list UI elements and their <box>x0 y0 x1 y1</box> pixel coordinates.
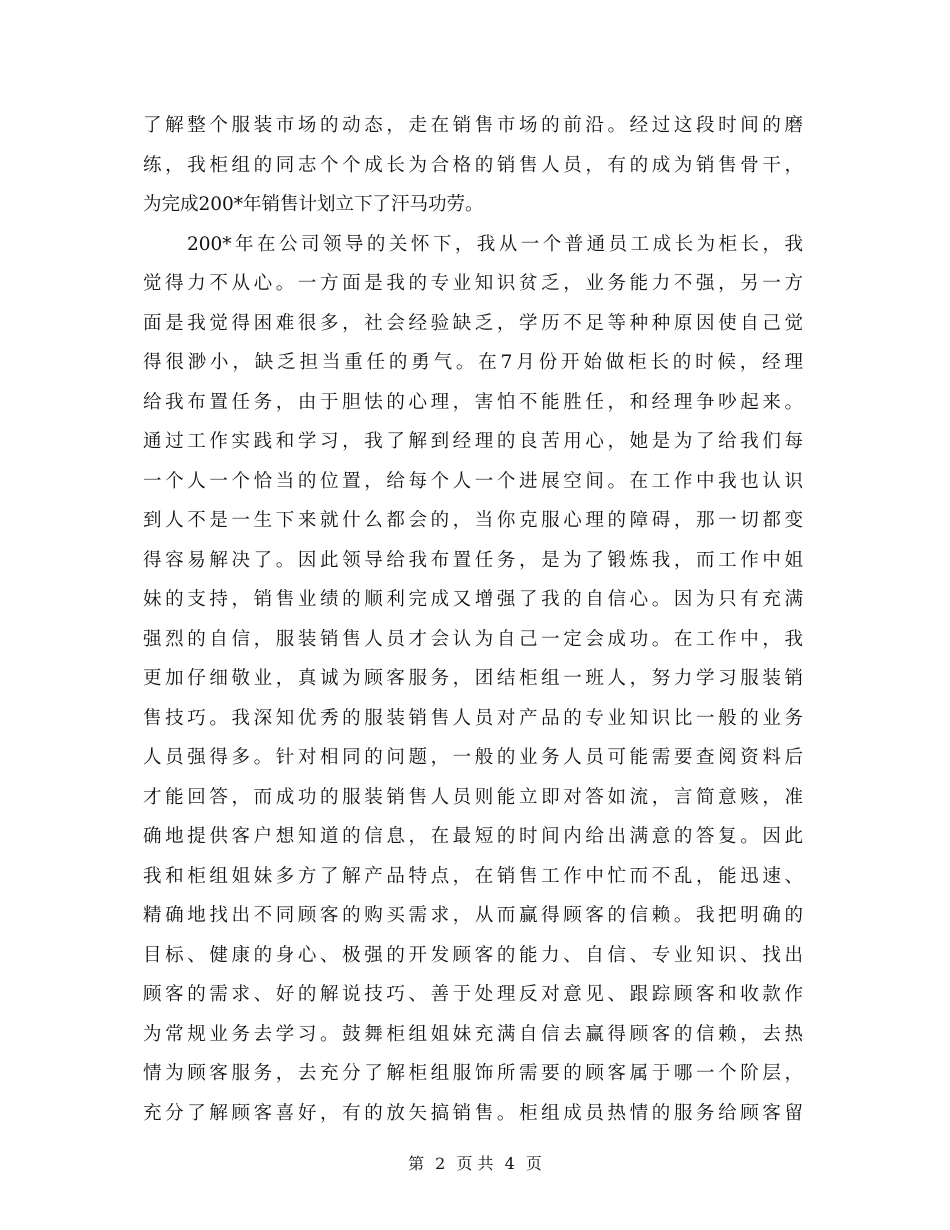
text-line: 售技巧。我深知优秀的服装销售人员对产品的专业知识比一般的业务 <box>143 707 803 729</box>
body-text <box>143 106 803 1133</box>
text-line: 妹的支持，销售业绩的顺利完成又增强了我的自信心。因为只有充满 <box>143 589 803 610</box>
footer-total-pages: 4 <box>504 1154 515 1173</box>
text-line: 一个人一个恰当的位置，给每个人一个进展空间。在工作中我也认识 <box>143 470 803 492</box>
footer-prefix: 第 <box>408 1154 425 1173</box>
text-line: 觉得力不从心。一方面是我的专业知识贫乏，业务能力不强，另一方 <box>143 273 803 294</box>
footer-page-number: 2 <box>435 1154 446 1173</box>
text-line: 精确地找出不同顾客的购买需求，从而赢得顾客的信赖。我把明确的 <box>143 905 803 926</box>
text-line: 200*年在公司领导的关怀下，我从一个普通员工成长为柜长，我 <box>187 233 803 255</box>
page-footer <box>0 1152 950 1176</box>
text-line: 目标、健康的身心、极强的开发顾客的能力、自信、专业知识、找出 <box>143 944 803 966</box>
text-line: 面是我觉得困难很多，社会经验缺乏，学历不足等种种原因使自己觉 <box>143 312 803 334</box>
text-line: 我和柜组姐妹多方了解产品特点，在销售工作中忙而不乱，能迅速、 <box>143 865 803 887</box>
text-line: 人员强得多。针对相同的问题，一般的业务人员可能需要查阅资料后 <box>143 747 803 768</box>
text-line: 得容易解决了。因此领导给我布置任务，是为了锻炼我，而工作中姐 <box>143 549 803 571</box>
text-line: 为完成200*年销售计划立下了汗马功劳。 <box>143 194 484 215</box>
text-line: 练，我柜组的同志个个成长为合格的销售人员，有的成为销售骨干， <box>143 154 803 176</box>
text-line: 给我布置任务，由于胆怯的心理，害怕不能胜任，和经理争吵起来。 <box>143 391 803 413</box>
text-line: 充分了解顾客喜好，有的放矢搞销售。柜组成员热情的服务给顾客留 <box>143 1102 803 1124</box>
text-line: 才能回答，而成功的服装销售人员则能立即对答如流，言简意赅，准 <box>143 786 803 808</box>
text-line: 情为顾客服务，去充分了解柜组服饰所需要的顾客属于哪一个阶层， <box>143 1063 803 1084</box>
footer-middle: 页 共 <box>456 1154 494 1173</box>
text-line: 为常规业务去学习。鼓舞柜组姐妹充满自信去赢得顾客的信赖，去热 <box>143 1023 803 1045</box>
footer-suffix: 页 <box>525 1154 542 1173</box>
text-line: 更加仔细敬业，真诚为顾客服务，团结柜组一班人，努力学习服装销 <box>143 668 803 689</box>
text-line: 强烈的自信，服装销售人员才会认为自己一定会成功。在工作中，我 <box>143 628 803 650</box>
text-line: 得很渺小，缺乏担当重任的勇气。在7月份开始做柜长的时候，经理 <box>143 352 803 373</box>
text-line: 到人不是一生下来就什么都会的，当你克服心理的障碍，那一切都变 <box>143 510 803 531</box>
text-line: 通过工作实践和学习，我了解到经理的良苦用心，她是为了给我们每 <box>143 431 803 452</box>
text-line: 顾客的需求、好的解说技巧、善于处理反对意见、跟踪顾客和收款作 <box>143 984 803 1005</box>
text-line: 确地提供客户想知道的信息，在最短的时间内给出满意的答复。因此 <box>143 826 803 847</box>
text-line: 了解整个服装市场的动态，走在销售市场的前沿。经过这段时间的磨 <box>143 115 803 136</box>
